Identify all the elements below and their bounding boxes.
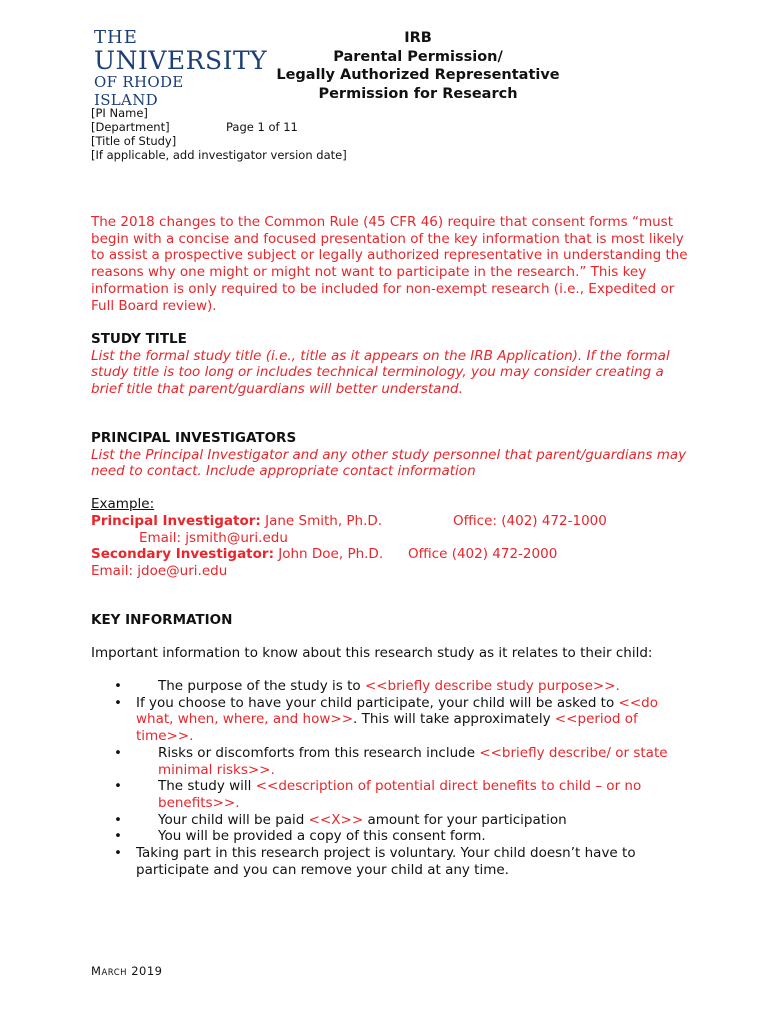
- example-label: Example:: [91, 496, 155, 512]
- list-item: [91, 778, 681, 811]
- key-information-lead: Important information to know about this research study as it relates to their child:: [91, 645, 653, 661]
- list-item-text: Your child will be paid: [158, 811, 309, 828]
- list-item-text: . This will take approximately: [353, 711, 555, 728]
- si-name: John Doe, Ph.D.: [273, 546, 384, 562]
- si-line: [91, 546, 383, 563]
- bullet-icon: •: [114, 778, 122, 795]
- list-item: [91, 678, 681, 695]
- bullet-icon: •: [114, 744, 122, 761]
- list-item-text: amount for your participation: [363, 811, 567, 828]
- footer-year: 2019: [127, 964, 163, 978]
- list-item: [91, 695, 681, 745]
- title-irb: IRB: [404, 30, 432, 46]
- investigators-example: [91, 496, 691, 513]
- investigators-heading: PRINCIPAL INVESTIGATORS: [91, 430, 297, 446]
- list-item-placeholder: <<do what, when, where, and how>>: [136, 694, 658, 728]
- pi-label: Principal Investigator:: [91, 513, 261, 529]
- bullet-icon: •: [114, 811, 122, 828]
- list-item-text: You will be provided a copy of this consent form.: [158, 828, 486, 845]
- si-email: Email: jdoe@uri.edu: [91, 563, 228, 579]
- list-item: [91, 828, 681, 845]
- investigators-instructions: List the Principal Investigator and any other study personnel that parent/guardians may need to contact. Include appropriate contact information: [91, 446, 687, 479]
- list-item-text: The purpose of the study is to: [158, 678, 365, 694]
- bullet-icon: •: [114, 694, 122, 711]
- investigators-section: [91, 430, 691, 480]
- list-item-placeholder: <<description of potential direct benefits to child – or no benefits>>.: [158, 778, 642, 811]
- study-title-heading: STUDY TITLE: [91, 331, 187, 347]
- footer-date: [91, 964, 163, 978]
- department-placeholder: [Department]: [91, 120, 170, 134]
- bullet-icon: •: [114, 678, 122, 694]
- bullet-icon: •: [114, 845, 122, 862]
- list-item-placeholder: <<X>>: [308, 811, 364, 828]
- pi-name-placeholder: [PI Name]: [91, 106, 148, 120]
- si-office: Office (402) 472-2000: [408, 546, 558, 562]
- study-title-section: [91, 331, 691, 397]
- key-information-heading: KEY INFORMATION: [91, 612, 233, 628]
- logo-line-the: THE: [94, 27, 138, 48]
- document-title: [260, 29, 576, 103]
- list-item-text: The study will: [158, 778, 256, 795]
- key-information-list: [91, 678, 681, 878]
- list-item-text: Taking part in this research project is voluntary. Your child doesn’t have to participate and you can remove your child at any time.: [136, 845, 636, 878]
- list-item-text: Risks or discomforts from this research include: [158, 744, 480, 761]
- key-information-section: [91, 612, 691, 629]
- title-permission-research: Permission for Research: [318, 85, 518, 102]
- pi-name: Jane Smith, Ph.D.: [260, 513, 383, 529]
- list-item-placeholder: <<briefly describe study purpose>>.: [364, 678, 620, 694]
- list-item: [91, 745, 681, 778]
- page-number: Page 1 of 11: [226, 120, 298, 134]
- pi-office: Office: (402) 472-1000: [453, 513, 607, 529]
- study-meta: [91, 106, 347, 162]
- pi-line: [91, 513, 382, 530]
- bullet-icon: •: [114, 828, 122, 845]
- footer-month-rest: ARCH: [101, 968, 128, 978]
- list-item-placeholder: <<period of time>>.: [136, 711, 638, 745]
- list-item-placeholder: <<briefly describe/ or state minimal risks>>.: [158, 744, 668, 778]
- logo-line-university: UNIVERSITY: [94, 46, 268, 75]
- si-label: Secondary Investigator:: [91, 546, 274, 562]
- version-date-placeholder: [If applicable, add investigator version date]: [91, 148, 347, 162]
- list-item: [91, 812, 681, 829]
- title-parental-permission: Parental Permission/: [333, 48, 503, 65]
- study-title-placeholder: [Title of Study]: [91, 134, 177, 148]
- pi-email: Email: jsmith@uri.edu: [139, 530, 288, 546]
- list-item-text: If you choose to have your child participate, your child will be asked to: [136, 694, 619, 711]
- list-item: [91, 845, 681, 878]
- logo-line-rhode-island: OF RHODE ISLAND: [94, 73, 184, 109]
- uri-logo: [94, 27, 268, 109]
- title-lar: Legally Authorized Representative: [276, 67, 560, 83]
- common-rule-intro: The 2018 changes to the Common Rule (45 CFR 46) require that consent forms “must begin with a concise and focused presentation of the key information that is most likely to assist a prospective subject or legally authorized representative in understanding the reasons why one might or might not want to participate in the research.” This key information is only required to be included for non-exempt research (i.e., Expedited or Full Board review).: [91, 214, 688, 314]
- study-title-instructions: List the formal study title (i.e., title as it appears on the IRB Application). If the formal study title is too long or includes technical terminology, you may consider creating a brief title that parent/guardians will better understand.: [91, 347, 670, 397]
- footer-initial: M: [91, 964, 102, 978]
